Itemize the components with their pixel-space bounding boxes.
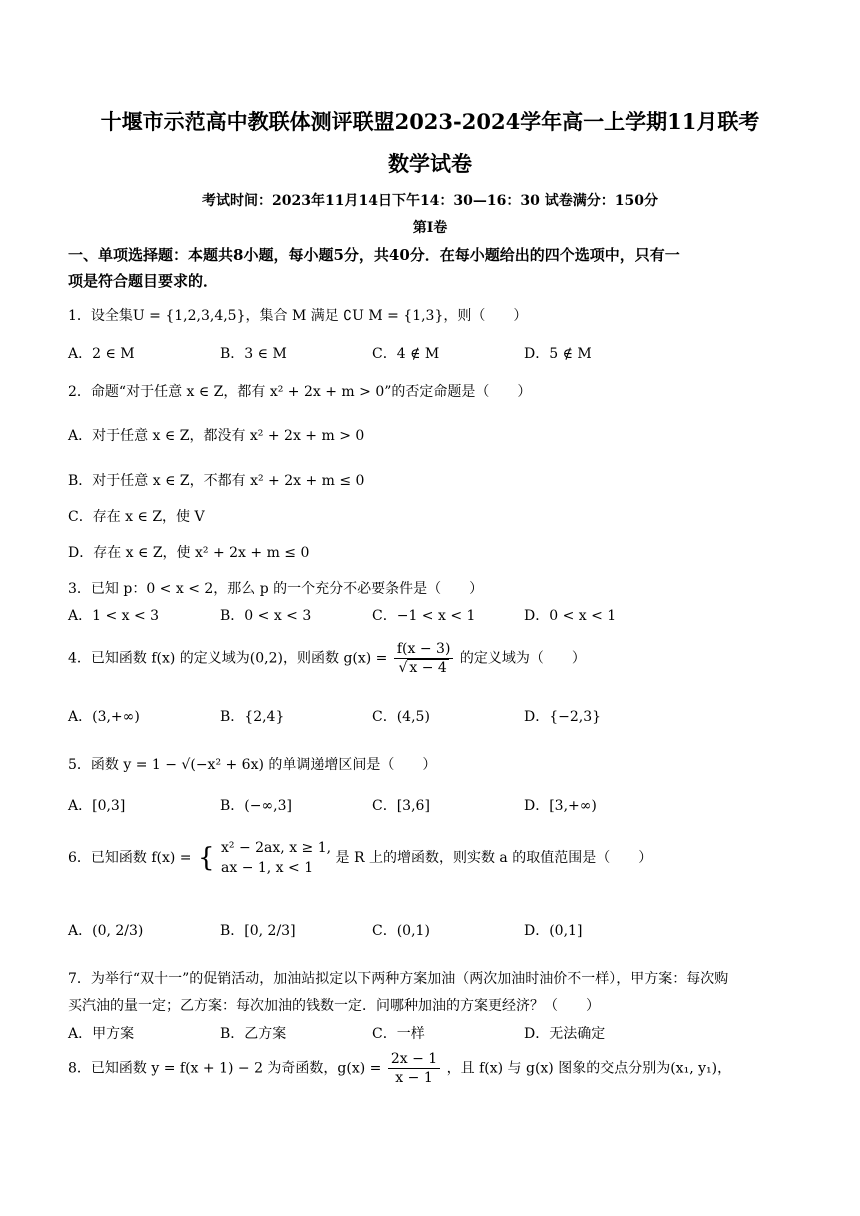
question-7-stem-cont: 买汽油的量一定；乙方案：每次加油的钱数一定．问哪种加油的方案更经济？（ ） [68,998,600,1014]
q8-stem-suffix: ，且 f(x) 与 g(x) 图象的交点分别为(x₁, y₁)， [446,1060,732,1077]
q5-option-a: A．[0,3] [68,798,126,814]
q1-option-a: A．2 ∈ M [68,346,135,362]
q5-option-b: B．(−∞,3] [220,798,292,814]
q4-stem-suffix: 的定义域为（ ） [459,650,586,667]
question-8-stem [68,1050,731,1087]
q3-option-a: A．1 < x < 3 [68,608,160,624]
q3-option-b: B．0 < x < 3 [220,608,312,624]
exam-title: 十堰市示范高中教联体测评联盟2023-2024学年高一上学期11月联考 [100,109,760,134]
q8-frac-denominator: x − 1 [395,1070,433,1086]
q6-option-a: A．(0, 2/3) [68,923,144,939]
q6-stem-suffix: 是 R 上的增函数，则实数 a 的取值范围是（ ） [335,850,653,866]
q1-option-d: D．5 ∉ M [524,346,592,362]
question-5-stem: 5．函数 y = 1 − √(−x² + 6x) 的单调递增区间是（ ） [68,757,437,773]
exam-subtitle: 数学试卷 [388,151,472,176]
q7-option-c: C．一样 [372,1026,425,1042]
q4-option-c: C．(4,5) [372,709,430,725]
q4-option-a: A．(3,+∞) [68,709,140,725]
section-heading: 一、单项选择题：本题共8小题，每小题5分，共40分．在每小题给出的四个选项中，只有一 [68,246,680,264]
q4-frac-numerator: f(x − 3) [394,640,454,659]
q6-stem-prefix: 6．已知函数 f(x) = [68,850,192,866]
question-1-stem: 1．设全集U = {1,2,3,4,5}，集合 M 满足 ∁U M = {1,3}，则（ ） [68,308,528,324]
q2-option-d: D．存在 x ∈ Z，使 x² + 2x + m ≤ 0 [68,545,310,561]
q4-option-d: D．{−2,3} [524,709,602,725]
exam-info: 考试时间：2023年11月14日下午14：30—16：30 试卷满分：150分 [202,193,658,209]
q2-option-a: A．对于任意 x ∈ Z，都没有 x² + 2x + m > 0 [68,428,365,444]
question-3-stem: 3．已知 p：0 < x < 2，那么 p 的一个充分不必要条件是（ ） [68,581,484,597]
q4-frac-denominator: x − 4 [409,660,447,676]
q4-frac-denominator-wrap: √ x − 4 [398,660,447,676]
q2-option-c: C．存在 x ∈ Z，使 V [68,509,205,525]
question-6-stem [68,838,652,878]
q4-option-b: B．{2,4} [220,709,285,725]
q6-piecewise [221,838,331,878]
q4-fraction [394,640,454,677]
q3-option-d: D．0 < x < 1 [524,608,617,624]
q4-stem-prefix: 4．已知函数 f(x) 的定义域为(0,2)，则函数 g(x) = [68,650,388,667]
q5-option-c: C．[3,6] [372,798,430,814]
q8-frac-numerator: 2x − 1 [388,1050,440,1069]
q2-option-b: B．对于任意 x ∈ Z，不都有 x² + 2x + m ≤ 0 [68,473,365,489]
q5-option-d: D．[3,+∞) [524,798,597,814]
q3-option-c: C．−1 < x < 1 [372,608,476,624]
q6-case-1: x² − 2ax, x ≥ 1, [221,840,332,856]
question-2-stem: 2．命题“对于任意 x ∈ Z，都有 x² + 2x + m > 0”的否定命题是（ ） [68,384,532,400]
q6-option-d: D．(0,1] [524,923,583,939]
q1-option-b: B．3 ∈ M [220,346,287,362]
q7-option-a: A．甲方案 [68,1026,135,1042]
q7-option-b: B．乙方案 [220,1026,287,1042]
q6-option-c: C．(0,1) [372,923,430,939]
q7-option-d: D．无法确定 [524,1026,606,1042]
q8-stem-prefix: 8．已知函数 y = f(x + 1) − 2 为奇函数，g(x) = [68,1060,382,1077]
section-heading-cont: 项是符合题目要求的． [68,272,219,290]
q6-option-b: B．[0, 2/3] [220,923,296,939]
q1-option-c: C．4 ∉ M [372,346,440,362]
q6-brace: { [198,843,215,873]
question-7-stem: 7．为举行“双十一”的促销活动，加油站拟定以下两种方案加油（两次加油时油价不一样），甲方案：每次购 [68,971,729,987]
q6-case-2: ax − 1, x < 1 [221,860,314,876]
question-4-stem [68,640,586,677]
volume-label: 第Ⅰ卷 [412,220,448,236]
q8-fraction [388,1050,440,1087]
